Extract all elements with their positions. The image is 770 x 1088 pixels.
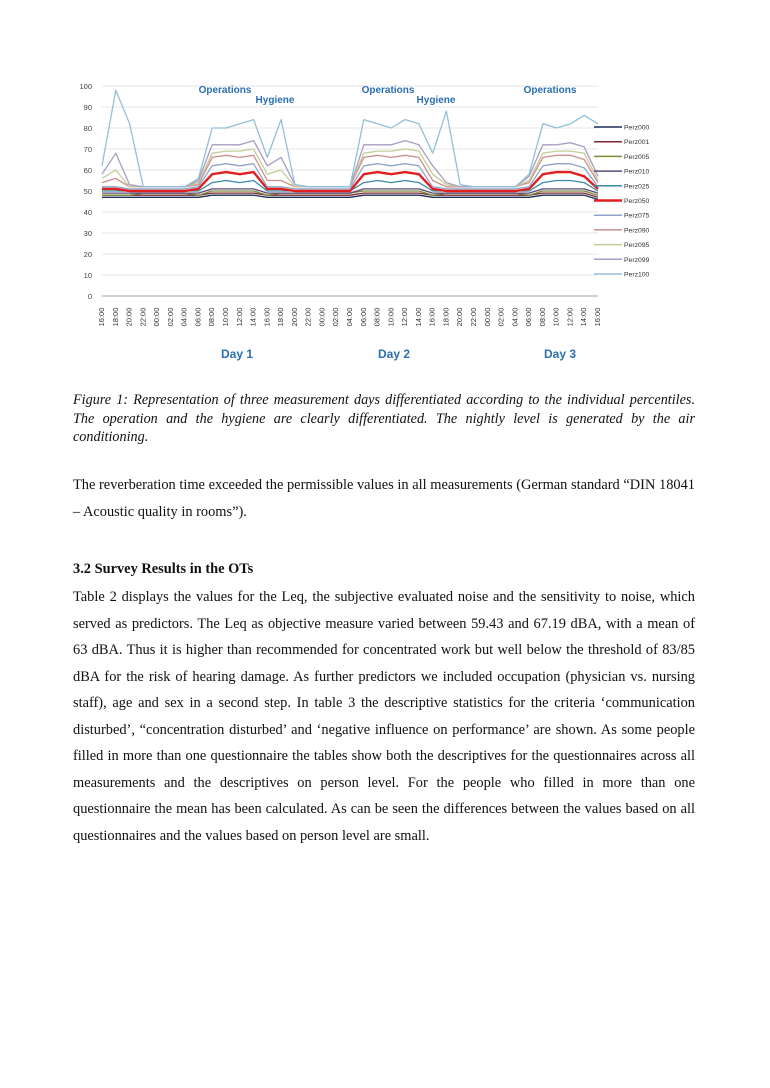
x-tick-label: 22:00	[469, 307, 478, 327]
legend-label: Perz100	[624, 271, 650, 279]
section-heading: 3.2 Survey Results in the OTs	[73, 561, 254, 577]
paragraph-survey-results: Table 2 displays the values for the Leq, the subjective evaluated noise and the sensitivity to noise, which served as predictors. The Leq as objective measure varied between 59.43 and 67.19 dBA, with a mean of 63 dBA. Thus it is higher than recommended for concentrated work but well below the threshold of 83/85 dBA for the risk of hearing damage. As further predictors we included occupation (physician vs. nursing staff), age and sex in a second step. In table 3 the descriptive statistics for the criteria ‘communication disturbed’, “concentration disturbed’ and ‘negative influence on performance’ are shown. As some people filled in more than one questionnaire the tables show both the descriptives for the questionnaires across all measurements and the descriptives on person level. For the people who filled in more than one questionnaire the mean has been calculated. As can be seen the differences between the values based on all questionnaires and the values based on person level are small.	[73, 589, 695, 844]
x-tick-label: 02:00	[331, 307, 341, 327]
series-line-perz090	[102, 155, 598, 187]
x-tick-label: 06:00	[524, 307, 534, 327]
x-tick-label: 04:00	[345, 307, 354, 327]
y-tick-label: 100	[79, 82, 92, 91]
x-tick-label: 14:00	[579, 307, 589, 327]
x-tick-label: 12:00	[234, 307, 244, 327]
x-tick-label: 16:00	[593, 307, 602, 327]
legend-label: Perz075	[624, 212, 650, 220]
x-tick-label: 20:00	[124, 307, 134, 327]
y-tick-label: 40	[83, 208, 92, 217]
annotation-label: Operations	[361, 85, 415, 96]
figure-caption: Figure 1: Representation of three measurement days differentiated according to the individual percentiles. The operation and the hygiene are clearly differentiated. The nightly level is generated by the air conditioning.	[73, 392, 695, 445]
legend-label: Perz099	[624, 256, 650, 264]
legend-label: Perz001	[624, 139, 650, 147]
y-tick-label: 60	[83, 166, 92, 175]
paragraph-reverberation: The reverberation time exceeded the permissible values in all measurements (German standard “DIN 18041 – Acoustic quality in rooms”).	[73, 477, 695, 520]
x-tick-label: 00:00	[482, 307, 492, 327]
day-label: Day 3	[543, 347, 577, 361]
x-tick-label: 02:00	[165, 307, 175, 327]
x-tick-label: 10:00	[386, 307, 396, 327]
y-tick-label: 10	[83, 271, 92, 280]
x-tick-label: 20:00	[455, 307, 465, 327]
x-tick-label: 20:00	[289, 307, 299, 327]
series-line-perz100	[102, 90, 598, 187]
x-tick-label: 16:00	[97, 307, 106, 327]
legend-label: Perz010	[624, 168, 650, 176]
x-tick-label: 22:00	[138, 307, 148, 327]
annotation-label: Hygiene	[255, 95, 295, 106]
x-tick-label: 14:00	[248, 307, 258, 327]
y-tick-label: 50	[83, 187, 92, 196]
legend-label: Perz095	[624, 242, 650, 250]
x-tick-label: 12:00	[400, 307, 410, 327]
x-tick-label: 10:00	[551, 307, 561, 327]
x-tick-label: 14:00	[413, 307, 423, 327]
day-label: Day 2	[377, 347, 411, 361]
x-tick-label: 02:00	[496, 307, 506, 327]
x-tick-label: 10:00	[221, 307, 230, 327]
x-tick-label: 08:00	[372, 307, 382, 327]
y-tick-label: 70	[83, 145, 92, 154]
legend-label: Perz050	[624, 198, 650, 205]
annotation-label: Operations	[198, 85, 252, 96]
day-label: Day 1	[220, 347, 254, 361]
x-tick-label: 18:00	[276, 307, 286, 327]
legend-label: Perz005	[624, 153, 650, 161]
x-tick-label: 12:00	[565, 307, 575, 327]
x-tick-label: 08:00	[207, 307, 217, 327]
x-tick-label: 16:00	[427, 307, 437, 327]
x-tick-label: 04:00	[179, 307, 189, 327]
annotation-label: Operations	[523, 85, 577, 96]
annotation-label: Hygiene	[416, 95, 456, 106]
y-tick-label: 0	[87, 292, 92, 301]
y-tick-label: 90	[83, 103, 92, 112]
y-tick-label: 30	[83, 229, 92, 238]
x-tick-label: 08:00	[537, 307, 547, 327]
x-tick-label: 00:00	[317, 307, 327, 327]
y-tick-label: 80	[83, 124, 92, 133]
legend-label: Perz025	[624, 183, 650, 191]
x-tick-label: 18:00	[441, 307, 451, 327]
x-tick-label: 18:00	[110, 307, 120, 327]
x-tick-label: 04:00	[510, 307, 520, 327]
y-tick-label: 20	[83, 250, 92, 259]
x-tick-label: 16:00	[262, 307, 272, 327]
percentile-line-chart	[70, 78, 670, 368]
x-tick-label: 06:00	[193, 307, 203, 327]
x-tick-label: 00:00	[152, 307, 162, 327]
legend-label: Perz090	[624, 227, 650, 235]
x-tick-label: 22:00	[303, 307, 313, 327]
legend-label: Perz000	[624, 124, 650, 132]
x-tick-label: 06:00	[358, 307, 368, 327]
